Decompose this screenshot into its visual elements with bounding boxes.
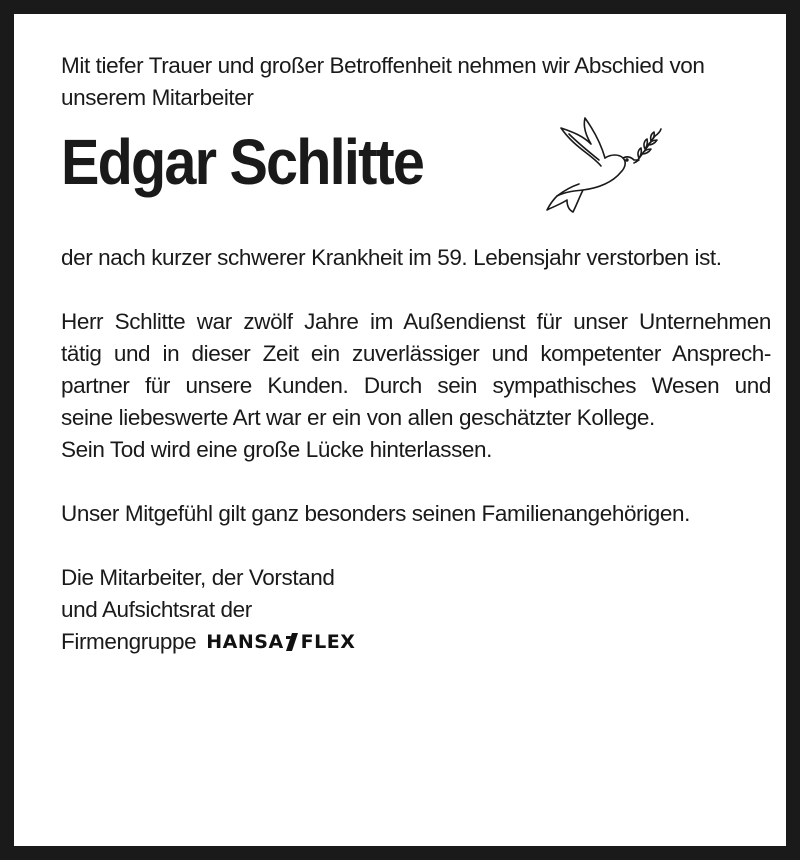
deceased-name: Edgar Schlitte [61, 126, 424, 198]
intro-line: unserem Mitarbeiter [61, 85, 254, 110]
signature-company-line [61, 626, 771, 658]
hansa-flex-logo [206, 626, 355, 658]
logo-text-left: HANSA [206, 631, 284, 653]
dove-with-olive-branch-icon [539, 114, 663, 214]
signature-line: und Aufsichtsrat der [61, 597, 252, 622]
name-row [61, 114, 771, 242]
tribute-line: Herr Schlitte war zwölf Jahre im Außendienst für unser Unternehmen [61, 309, 771, 334]
signature-line: Firmengruppe [61, 629, 197, 654]
signature-line: Die Mitarbeiter, der Vorstand [61, 565, 335, 590]
tribute-line: seine liebeswerte Art war er ein von allen geschätzter Kollege. [61, 405, 655, 430]
logo-slash-icon [286, 633, 298, 651]
tribute-paragraph [61, 306, 771, 466]
signature-block [61, 562, 771, 658]
logo-text-right: FLEX [300, 631, 356, 653]
intro-line: Mit tiefer Trauer und großer Betroffenheit nehmen wir Abschied von [61, 53, 705, 78]
condolence-text: Unser Mitgefühl gilt ganz besonders seinen Familienangehörigen. [61, 501, 690, 526]
notice-content [61, 50, 771, 658]
tribute-line: tätig und in dieser Zeit ein zuverlässiger und kompetenter Ansprech- [61, 341, 771, 366]
tribute-line: Sein Tod wird eine große Lücke hinterlassen. [61, 437, 492, 462]
death-statement: der nach kurzer schwerer Krankheit im 59. Lebensjahr verstorben ist. [61, 245, 722, 270]
tribute-line: partner für unsere Kunden. Durch sein sympathisches Wesen und [61, 373, 771, 398]
intro-text [61, 50, 771, 114]
